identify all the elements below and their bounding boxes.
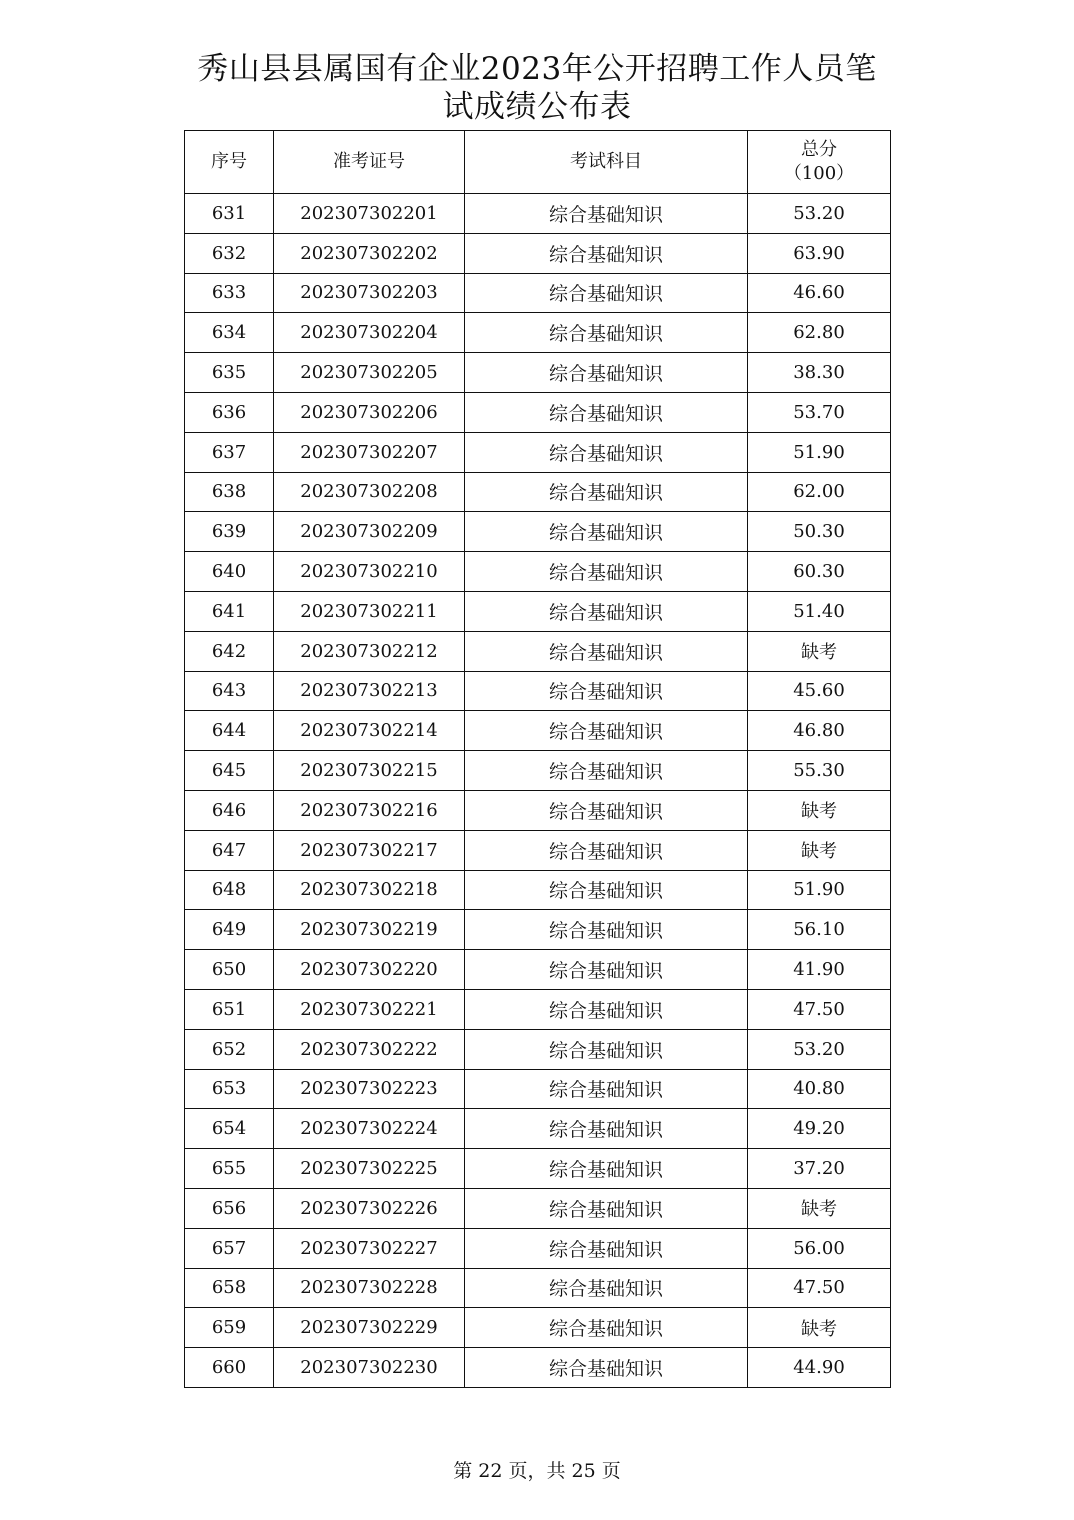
cell-subject: 综合基础知识: [465, 552, 748, 592]
table-row: [185, 1348, 891, 1388]
table-row: [185, 1188, 891, 1228]
cell-seq: 652: [185, 1029, 274, 1069]
table-row: [185, 950, 891, 990]
cell-seq: 644: [185, 711, 274, 751]
cell-ticket: 202307302206: [274, 392, 465, 432]
table-row: [185, 512, 891, 552]
header-total-label: 总分: [801, 139, 837, 160]
cell-score: 45.60: [748, 671, 891, 711]
cell-subject: 综合基础知识: [465, 1308, 748, 1348]
cell-subject: 综合基础知识: [465, 233, 748, 273]
cell-subject: 综合基础知识: [465, 1228, 748, 1268]
cell-score: 46.60: [748, 273, 891, 313]
header-seq: 序号: [185, 131, 274, 194]
cell-subject: 综合基础知识: [465, 751, 748, 791]
table-row: [185, 1029, 891, 1069]
cell-score: 62.00: [748, 472, 891, 512]
table-row: [185, 1149, 891, 1189]
cell-seq: 639: [185, 512, 274, 552]
cell-ticket: 202307302220: [274, 950, 465, 990]
table-row: [185, 910, 891, 950]
cell-subject: 综合基础知识: [465, 989, 748, 1029]
header-ticket: 准考证号: [274, 131, 465, 194]
table-row: [185, 313, 891, 353]
cell-ticket: 202307302221: [274, 989, 465, 1029]
table-row: [185, 1109, 891, 1149]
title-line-1: 秀山县县属国有企业2023年公开招聘工作人员笔: [197, 51, 877, 87]
cell-subject: 综合基础知识: [465, 1268, 748, 1308]
cell-seq: 658: [185, 1268, 274, 1308]
cell-score: 缺考: [748, 830, 891, 870]
cell-subject: 综合基础知识: [465, 910, 748, 950]
cell-seq: 635: [185, 353, 274, 393]
cell-seq: 640: [185, 552, 274, 592]
cell-subject: 综合基础知识: [465, 194, 748, 234]
cell-score: 55.30: [748, 751, 891, 791]
table-row: [185, 591, 891, 631]
score-table: [184, 130, 891, 1388]
table-row: [185, 671, 891, 711]
cell-seq: 646: [185, 790, 274, 830]
cell-seq: 633: [185, 273, 274, 313]
cell-ticket: 202307302211: [274, 591, 465, 631]
page-number: 第 22 页，共 25 页: [453, 1460, 621, 1482]
cell-seq: 655: [185, 1149, 274, 1189]
cell-seq: 660: [185, 1348, 274, 1388]
cell-ticket: 202307302216: [274, 790, 465, 830]
cell-score: 38.30: [748, 353, 891, 393]
table-row: [185, 790, 891, 830]
cell-subject: 综合基础知识: [465, 512, 748, 552]
cell-subject: 综合基础知识: [465, 790, 748, 830]
cell-seq: 648: [185, 870, 274, 910]
table-row: [185, 552, 891, 592]
cell-subject: 综合基础知识: [465, 273, 748, 313]
cell-ticket: 202307302230: [274, 1348, 465, 1388]
cell-ticket: 202307302215: [274, 751, 465, 791]
cell-seq: 636: [185, 392, 274, 432]
cell-seq: 643: [185, 671, 274, 711]
cell-subject: 综合基础知识: [465, 671, 748, 711]
cell-ticket: 202307302202: [274, 233, 465, 273]
table-header-row: [185, 131, 891, 194]
cell-score: 47.50: [748, 989, 891, 1029]
cell-ticket: 202307302201: [274, 194, 465, 234]
header-total-max: （100）: [783, 163, 855, 184]
cell-seq: 647: [185, 830, 274, 870]
table-row: [185, 233, 891, 273]
table-row: [185, 392, 891, 432]
table-row: [185, 830, 891, 870]
cell-seq: 641: [185, 591, 274, 631]
cell-seq: 654: [185, 1109, 274, 1149]
cell-ticket: 202307302212: [274, 631, 465, 671]
cell-ticket: 202307302203: [274, 273, 465, 313]
cell-subject: 综合基础知识: [465, 950, 748, 990]
cell-ticket: 202307302227: [274, 1228, 465, 1268]
cell-seq: 657: [185, 1228, 274, 1268]
cell-subject: 综合基础知识: [465, 591, 748, 631]
header-total: [748, 131, 891, 194]
cell-subject: 综合基础知识: [465, 870, 748, 910]
cell-score: 缺考: [748, 1188, 891, 1228]
cell-ticket: 202307302204: [274, 313, 465, 353]
cell-ticket: 202307302222: [274, 1029, 465, 1069]
cell-subject: 综合基础知识: [465, 1149, 748, 1189]
cell-seq: 632: [185, 233, 274, 273]
cell-ticket: 202307302214: [274, 711, 465, 751]
cell-score: 缺考: [748, 1308, 891, 1348]
cell-subject: 综合基础知识: [465, 711, 748, 751]
table-row: [185, 870, 891, 910]
table-row: [185, 1308, 891, 1348]
cell-subject: 综合基础知识: [465, 1109, 748, 1149]
cell-score: 51.90: [748, 432, 891, 472]
cell-score: 56.10: [748, 910, 891, 950]
table-row: [185, 194, 891, 234]
cell-score: 46.80: [748, 711, 891, 751]
cell-score: 缺考: [748, 631, 891, 671]
cell-score: 44.90: [748, 1348, 891, 1388]
table-row: [185, 273, 891, 313]
cell-score: 40.80: [748, 1069, 891, 1109]
cell-ticket: 202307302229: [274, 1308, 465, 1348]
cell-score: 51.90: [748, 870, 891, 910]
cell-ticket: 202307302213: [274, 671, 465, 711]
cell-ticket: 202307302228: [274, 1268, 465, 1308]
cell-seq: 642: [185, 631, 274, 671]
cell-seq: 638: [185, 472, 274, 512]
table-row: [185, 1228, 891, 1268]
cell-seq: 653: [185, 1069, 274, 1109]
cell-ticket: 202307302208: [274, 472, 465, 512]
cell-subject: 综合基础知识: [465, 1348, 748, 1388]
cell-ticket: 202307302209: [274, 512, 465, 552]
cell-ticket: 202307302223: [274, 1069, 465, 1109]
cell-score: 63.90: [748, 233, 891, 273]
cell-score: 49.20: [748, 1109, 891, 1149]
cell-score: 62.80: [748, 313, 891, 353]
cell-subject: 综合基础知识: [465, 1069, 748, 1109]
cell-score: 51.40: [748, 591, 891, 631]
cell-score: 53.70: [748, 392, 891, 432]
table-row: [185, 353, 891, 393]
cell-subject: 综合基础知识: [465, 1188, 748, 1228]
cell-score: 56.00: [748, 1228, 891, 1268]
table-row: [185, 989, 891, 1029]
cell-score: 53.20: [748, 1029, 891, 1069]
page-title: [150, 50, 924, 126]
cell-ticket: 202307302224: [274, 1109, 465, 1149]
cell-subject: 综合基础知识: [465, 472, 748, 512]
table-row: [185, 432, 891, 472]
cell-score: 缺考: [748, 790, 891, 830]
table-row: [185, 1069, 891, 1109]
header-subject: 考试科目: [465, 131, 748, 194]
cell-seq: 656: [185, 1188, 274, 1228]
table-row: [185, 711, 891, 751]
cell-seq: 649: [185, 910, 274, 950]
cell-subject: 综合基础知识: [465, 432, 748, 472]
cell-score: 50.30: [748, 512, 891, 552]
cell-seq: 659: [185, 1308, 274, 1348]
cell-subject: 综合基础知识: [465, 631, 748, 671]
table-row: [185, 631, 891, 671]
cell-ticket: 202307302226: [274, 1188, 465, 1228]
cell-ticket: 202307302219: [274, 910, 465, 950]
cell-ticket: 202307302205: [274, 353, 465, 393]
cell-subject: 综合基础知识: [465, 313, 748, 353]
cell-seq: 645: [185, 751, 274, 791]
table-row: [185, 472, 891, 512]
table-row: [185, 1268, 891, 1308]
cell-ticket: 202307302210: [274, 552, 465, 592]
table-row: [185, 751, 891, 791]
cell-subject: 综合基础知识: [465, 392, 748, 432]
cell-seq: 651: [185, 989, 274, 1029]
cell-subject: 综合基础知识: [465, 353, 748, 393]
cell-ticket: 202307302218: [274, 870, 465, 910]
cell-score: 60.30: [748, 552, 891, 592]
cell-seq: 650: [185, 950, 274, 990]
cell-seq: 634: [185, 313, 274, 353]
cell-subject: 综合基础知识: [465, 1029, 748, 1069]
cell-ticket: 202307302217: [274, 830, 465, 870]
cell-ticket: 202307302207: [274, 432, 465, 472]
cell-score: 37.20: [748, 1149, 891, 1189]
cell-score: 47.50: [748, 1268, 891, 1308]
cell-score: 53.20: [748, 194, 891, 234]
cell-seq: 631: [185, 194, 274, 234]
cell-score: 41.90: [748, 950, 891, 990]
title-line-2: 试成绩公布表: [442, 89, 632, 125]
cell-ticket: 202307302225: [274, 1149, 465, 1189]
cell-subject: 综合基础知识: [465, 830, 748, 870]
cell-seq: 637: [185, 432, 274, 472]
